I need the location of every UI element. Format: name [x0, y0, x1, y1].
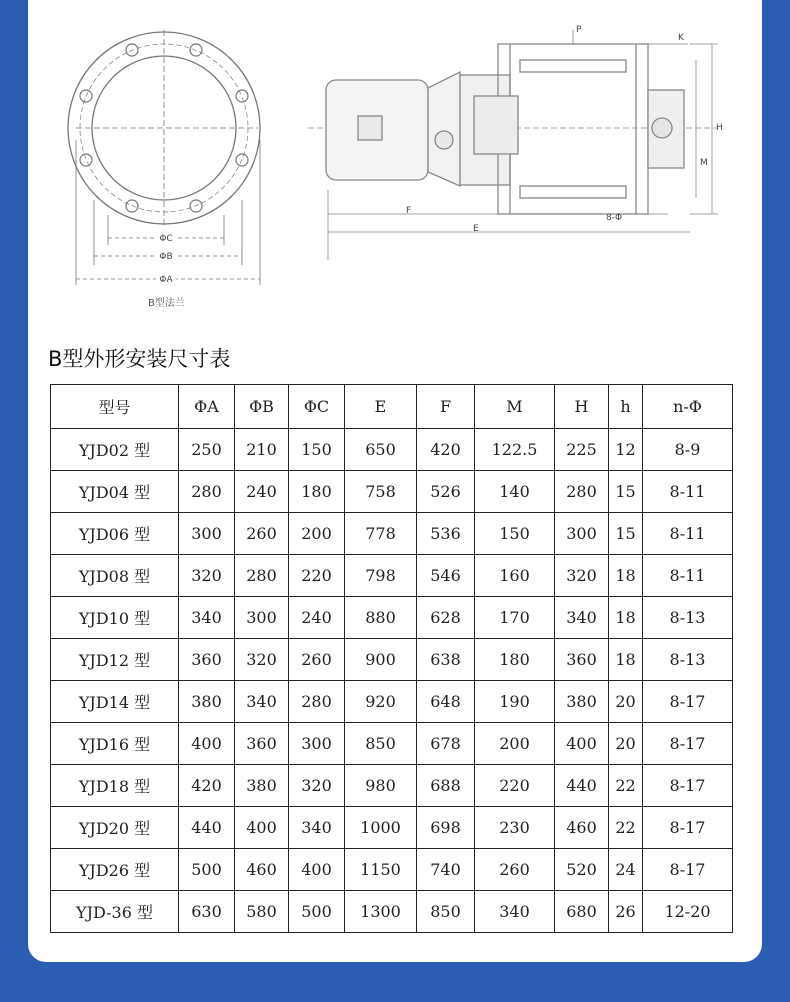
table-cell: 648	[417, 681, 475, 723]
table-cell: 380	[235, 765, 289, 807]
table-row	[51, 765, 733, 807]
table-row	[51, 849, 733, 891]
table-cell: 12	[609, 429, 643, 471]
table-cell: 20	[609, 723, 643, 765]
table-cell: 580	[235, 891, 289, 933]
table-cell: 240	[235, 471, 289, 513]
table-cell: 8-17	[643, 849, 733, 891]
table-row	[51, 639, 733, 681]
table-cell: 15	[609, 513, 643, 555]
flange-caption: B型法兰	[148, 298, 185, 309]
table-cell: 18	[609, 597, 643, 639]
table-cell: 546	[417, 555, 475, 597]
label-f: F	[406, 206, 412, 216]
table-row	[51, 807, 733, 849]
table-cell: 200	[475, 723, 555, 765]
table-cell: 150	[289, 429, 345, 471]
table-cell: 300	[179, 513, 235, 555]
table-cell: 630	[179, 891, 235, 933]
label-phi-c: ΦC	[159, 234, 173, 244]
table-cell: 340	[475, 891, 555, 933]
label-h: H	[716, 123, 723, 133]
table-cell: 250	[179, 429, 235, 471]
cell-model: YJD04 型	[51, 471, 179, 513]
table-cell: 320	[289, 765, 345, 807]
table-cell: 8-13	[643, 597, 733, 639]
table-cell: 230	[475, 807, 555, 849]
cell-model: YJD18 型	[51, 765, 179, 807]
table-cell: 300	[235, 597, 289, 639]
table-cell: 400	[235, 807, 289, 849]
table-row	[51, 555, 733, 597]
table-cell: 638	[417, 639, 475, 681]
table-cell: 20	[609, 681, 643, 723]
table-cell: 18	[609, 639, 643, 681]
table-cell: 440	[179, 807, 235, 849]
table-cell: 8-17	[643, 765, 733, 807]
table-cell: 8-11	[643, 555, 733, 597]
table-cell: 440	[555, 765, 609, 807]
table-cell: 340	[235, 681, 289, 723]
table-cell: 8-11	[643, 471, 733, 513]
table-cell: 8-17	[643, 723, 733, 765]
content-card	[28, 0, 762, 962]
table-cell: 340	[289, 807, 345, 849]
cell-model: YJD10 型	[51, 597, 179, 639]
table-cell: 688	[417, 765, 475, 807]
header-m: M	[475, 385, 555, 429]
table-cell: 500	[289, 891, 345, 933]
table-cell: 360	[555, 639, 609, 681]
table-cell: 360	[179, 639, 235, 681]
table-cell: 24	[609, 849, 643, 891]
table-cell: 1000	[345, 807, 417, 849]
table-cell: 280	[235, 555, 289, 597]
table-cell: 300	[555, 513, 609, 555]
table-cell: 526	[417, 471, 475, 513]
header-phi-c: ΦC	[289, 385, 345, 429]
table-cell: 536	[417, 513, 475, 555]
header-h: H	[555, 385, 609, 429]
table-cell: 380	[555, 681, 609, 723]
cell-model: YJD14 型	[51, 681, 179, 723]
table-row	[51, 513, 733, 555]
table-cell: 420	[417, 429, 475, 471]
label-k: K	[678, 33, 684, 43]
cell-model: YJD-36 型	[51, 891, 179, 933]
cell-model: YJD12 型	[51, 639, 179, 681]
table-cell: 280	[555, 471, 609, 513]
table-cell: 360	[235, 723, 289, 765]
flange-view	[68, 30, 260, 285]
table-cell: 8-17	[643, 681, 733, 723]
table-row	[51, 681, 733, 723]
table-row	[51, 429, 733, 471]
table-row	[51, 891, 733, 933]
table-cell: 160	[475, 555, 555, 597]
table-cell: 22	[609, 807, 643, 849]
header-f: F	[417, 385, 475, 429]
cell-model: YJD02 型	[51, 429, 179, 471]
table-cell: 170	[475, 597, 555, 639]
table-cell: 900	[345, 639, 417, 681]
table-cell: 190	[475, 681, 555, 723]
table-cell: 260	[475, 849, 555, 891]
header-row	[51, 385, 733, 429]
table-body	[51, 429, 733, 933]
table-cell: 150	[475, 513, 555, 555]
table-cell: 1300	[345, 891, 417, 933]
table-cell: 240	[289, 597, 345, 639]
table-cell: 225	[555, 429, 609, 471]
section-title: B型外形安装尺寸表	[48, 347, 231, 371]
table-cell: 650	[345, 429, 417, 471]
table-cell: 18	[609, 555, 643, 597]
table-cell: 460	[235, 849, 289, 891]
table-cell: 798	[345, 555, 417, 597]
cell-model: YJD06 型	[51, 513, 179, 555]
table-cell: 8-9	[643, 429, 733, 471]
header-phi-b: ΦB	[235, 385, 289, 429]
table-cell: 180	[289, 471, 345, 513]
table-cell: 1150	[345, 849, 417, 891]
cell-model: YJD08 型	[51, 555, 179, 597]
table-cell: 340	[179, 597, 235, 639]
label-phi-a: ΦA	[159, 275, 173, 285]
table-cell: 500	[179, 849, 235, 891]
table-cell: 260	[235, 513, 289, 555]
table-cell: 420	[179, 765, 235, 807]
header-e: E	[345, 385, 417, 429]
dimensions-table	[50, 384, 733, 933]
table-row	[51, 471, 733, 513]
table-cell: 220	[475, 765, 555, 807]
side-view	[308, 30, 718, 260]
table-cell: 920	[345, 681, 417, 723]
table-cell: 980	[345, 765, 417, 807]
cell-model: YJD20 型	[51, 807, 179, 849]
table-cell: 122.5	[475, 429, 555, 471]
table-cell: 280	[289, 681, 345, 723]
table-row	[51, 597, 733, 639]
table-cell: 320	[235, 639, 289, 681]
table-cell: 678	[417, 723, 475, 765]
table-cell: 15	[609, 471, 643, 513]
table-cell: 680	[555, 891, 609, 933]
table-cell: 8-11	[643, 513, 733, 555]
header-small-h: h	[609, 385, 643, 429]
table-cell: 26	[609, 891, 643, 933]
table-cell: 260	[289, 639, 345, 681]
table-cell: 340	[555, 597, 609, 639]
table-cell: 200	[289, 513, 345, 555]
table-cell: 300	[289, 723, 345, 765]
table-cell: 400	[555, 723, 609, 765]
label-phi-b: ΦB	[159, 252, 173, 262]
cell-model: YJD16 型	[51, 723, 179, 765]
label-m: M	[700, 158, 708, 168]
label-holes: 8-Φ	[606, 213, 623, 223]
table-cell: 628	[417, 597, 475, 639]
header-model: 型号	[51, 385, 179, 429]
header-n-phi: n-Φ	[643, 385, 733, 429]
table-cell: 320	[179, 555, 235, 597]
table-cell: 880	[345, 597, 417, 639]
table-row	[51, 723, 733, 765]
label-p: P	[576, 25, 582, 35]
table-cell: 320	[555, 555, 609, 597]
table-cell: 280	[179, 471, 235, 513]
cell-model: YJD26 型	[51, 849, 179, 891]
table-cell: 520	[555, 849, 609, 891]
table-cell: 850	[345, 723, 417, 765]
table-cell: 460	[555, 807, 609, 849]
table-cell: 850	[417, 891, 475, 933]
table-cell: 778	[345, 513, 417, 555]
table-cell: 400	[289, 849, 345, 891]
header-phi-a: ΦA	[179, 385, 235, 429]
table-cell: 380	[179, 681, 235, 723]
table-cell: 8-17	[643, 807, 733, 849]
table-cell: 210	[235, 429, 289, 471]
table-cell: 180	[475, 639, 555, 681]
table-cell: 220	[289, 555, 345, 597]
label-e: E	[473, 224, 479, 234]
table-cell: 8-13	[643, 639, 733, 681]
table-cell: 400	[179, 723, 235, 765]
table-cell: 12-20	[643, 891, 733, 933]
table-cell: 698	[417, 807, 475, 849]
table-cell: 140	[475, 471, 555, 513]
table-cell: 22	[609, 765, 643, 807]
table-cell: 740	[417, 849, 475, 891]
technical-drawing	[28, 0, 762, 320]
table-cell: 758	[345, 471, 417, 513]
